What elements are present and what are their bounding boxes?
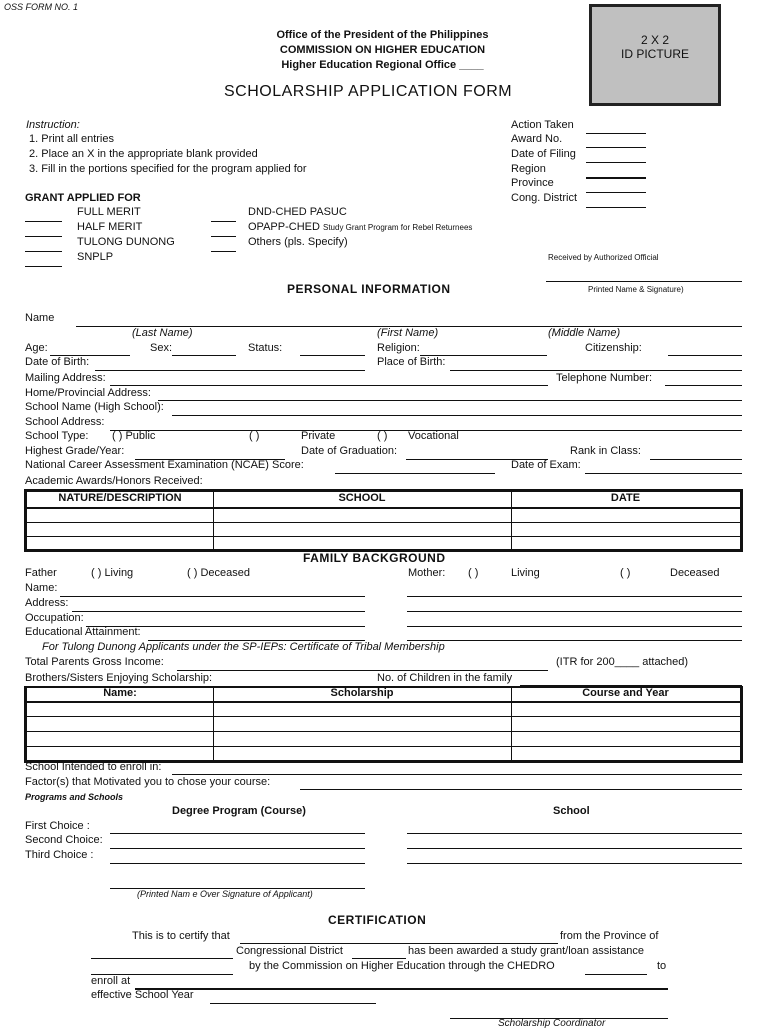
table-row-rule (27, 746, 740, 747)
father-name-field[interactable] (60, 596, 365, 597)
date-of-filing-label: Date of Filing (511, 148, 576, 160)
school-intended-field[interactable] (172, 774, 742, 775)
cert-text-province: from the Province of (560, 930, 659, 942)
instruction-item: 3. Fill in the portions specified for the program applied for (29, 163, 307, 175)
cert-chedro-field[interactable] (585, 974, 647, 975)
received-by-label: Received by Authorized Official (548, 253, 659, 262)
grant-checkbox-full-merit[interactable] (25, 221, 62, 222)
printed-name-signature-label: Printed Name & Signature) (588, 285, 684, 294)
cert-district-field[interactable] (352, 958, 406, 959)
form-number: OSS FORM NO. 1 (4, 2, 79, 12)
grant-opapp-label: OPAPP-CHED (248, 221, 320, 233)
third-choice-label: Third Choice : (25, 849, 94, 861)
applicant-signature-caption: (Printed Nam e Over Signature of Applicant) (137, 889, 313, 899)
degree-program-column: Degree Program (Course) (172, 805, 306, 817)
mother-occupation-field[interactable] (407, 626, 742, 627)
parent-education-label: Educational Attainment: (25, 626, 141, 638)
date-of-graduation-label: Date of Graduation: (301, 445, 398, 457)
instruction-item: 1. Print all entries (29, 133, 114, 145)
grant-tulong-dunong: TULONG DUNONG (77, 236, 175, 248)
date-of-exam-field[interactable] (585, 473, 742, 474)
place-of-birth-field[interactable] (450, 370, 742, 371)
middle-name-caption: (Middle Name) (548, 327, 621, 339)
home-address-field[interactable] (158, 400, 742, 401)
school-type-label: School Type: (25, 430, 89, 442)
awards-table (24, 489, 743, 552)
table-row-rule (27, 536, 740, 537)
cert-text-enroll: enroll at (91, 975, 131, 987)
citizenship-field[interactable] (668, 355, 742, 356)
cert-text-awarded: has been awarded a study grant/loan assistance (408, 945, 645, 957)
tulong-dunong-note: For Tulong Dunong Applicants under the SP-IEPs: Certificate of Tribal Membership (42, 641, 445, 653)
mother-label: Mother: (408, 567, 446, 579)
mother-living-option: Living (511, 567, 540, 579)
siblings-col-scholarship: Scholarship (330, 687, 394, 699)
mailing-address-label: Mailing Address: (25, 372, 106, 384)
office-president-heading: Office of the President of the Philippines (276, 29, 489, 41)
status-field[interactable] (300, 355, 365, 356)
grant-checkbox-opapp-ched[interactable] (211, 236, 236, 237)
province-field[interactable] (586, 192, 646, 193)
telephone-field[interactable] (665, 385, 742, 386)
first-choice-course-field[interactable] (110, 833, 365, 834)
cert-text-commission: by the Commission on Higher Education through the CHEDRO (249, 960, 555, 972)
grant-heading: GRANT APPLIED FOR (25, 192, 141, 204)
instruction-item: 2. Place an X in the appropriate blank provided (29, 148, 258, 160)
school-type-public[interactable]: ( ) Public (112, 430, 156, 442)
father-address-field[interactable] (72, 611, 365, 612)
school-address-label: School Address: (25, 416, 105, 428)
status-label: Status: (248, 342, 283, 354)
siblings-table (24, 686, 743, 763)
rank-in-class-field[interactable] (650, 459, 742, 460)
school-type-vocational: Vocational (408, 430, 459, 442)
cert-name-field[interactable] (240, 943, 558, 944)
form-title: SCHOLARSHIP APPLICATION FORM (224, 83, 513, 100)
awards-col-date: DATE (610, 492, 641, 504)
sex-label: Sex: (150, 342, 173, 354)
school-column: School (553, 805, 590, 817)
mother-living-box[interactable]: ( ) (468, 567, 479, 579)
ncae-score-label: National Career Assessment Examination (NCAE) Score: (25, 459, 304, 471)
grant-opapp-ched (248, 222, 472, 233)
grant-checkbox-tulong-dunong[interactable] (25, 251, 62, 252)
date-of-birth-field[interactable] (95, 370, 365, 371)
first-choice-school-field[interactable] (407, 833, 742, 834)
grant-checkbox-others[interactable] (211, 251, 236, 252)
mother-name-field[interactable] (407, 596, 742, 597)
authorized-official-signature-line[interactable] (546, 281, 742, 282)
siblings-col-course-year: Course and Year (582, 687, 669, 699)
second-choice-course-field[interactable] (110, 848, 365, 849)
mother-deceased-box[interactable]: ( ) (620, 567, 631, 579)
awards-col-nature: NATURE/DESCRIPTION (58, 492, 182, 504)
motivation-factors-field[interactable] (300, 789, 742, 790)
grant-full-merit: FULL MERIT (77, 206, 141, 218)
ncae-score-field[interactable] (335, 473, 495, 474)
parent-occupation-label: Occupation: (25, 612, 84, 624)
grant-checkbox-snplp[interactable] (25, 266, 62, 267)
coordinator-caption: Scholarship Coordinator (498, 1018, 606, 1029)
school-type-private: Private (301, 430, 336, 442)
name-label: Name (25, 312, 55, 324)
id-picture-box (589, 4, 721, 106)
awards-label: Academic Awards/Honors Received: (25, 475, 203, 487)
father-label: Father (25, 567, 57, 579)
parents-income-label: Total Parents Gross Income: (25, 656, 164, 668)
cert-school-year-field[interactable] (210, 1003, 376, 1004)
cert-text-district: Congressional District (236, 945, 343, 957)
itr-note: (ITR for 200____ attached) (556, 656, 689, 668)
telephone-label: Telephone Number: (556, 372, 653, 384)
awards-col-school: SCHOOL (338, 492, 386, 504)
grant-dnd-ched-pasuc: DND-CHED PASUC (248, 206, 347, 218)
mother-deceased-option: Deceased (670, 567, 720, 579)
award-no-field[interactable] (586, 147, 646, 148)
children-count-label: No. of Children in the family (377, 672, 513, 684)
mother-address-field[interactable] (407, 611, 742, 612)
award-no-label: Award No. (511, 133, 563, 145)
cert-school-field[interactable] (135, 988, 668, 990)
table-row-rule (27, 522, 740, 523)
grant-opapp-subtitle: Study Grant Program for Rebel Returnees (322, 223, 473, 232)
grant-checkbox-half-merit[interactable] (25, 236, 62, 237)
family-background-heading: FAMILY BACKGROUND (303, 551, 446, 565)
action-taken-field[interactable] (586, 133, 646, 134)
grant-half-merit: HALF MERIT (77, 221, 143, 233)
age-label: Age: (25, 342, 48, 354)
awards-table-header-rule (27, 507, 740, 509)
certification-heading: CERTIFICATION (328, 913, 427, 927)
mother-education-field[interactable] (407, 640, 742, 641)
date-of-birth-label: Date of Birth: (25, 356, 90, 368)
school-type-private-box[interactable]: ( ) (249, 430, 260, 442)
father-living-option[interactable]: ( ) Living (91, 567, 134, 579)
regional-office-heading: Higher Education Regional Office ____ (281, 59, 484, 71)
last-name-caption: (Last Name) (132, 327, 193, 339)
parent-name-label: Name: (25, 582, 58, 594)
third-choice-course-field[interactable] (110, 863, 365, 864)
first-name-caption: (First Name) (377, 327, 439, 339)
date-of-exam-label: Date of Exam: (511, 459, 581, 471)
parents-income-field[interactable] (177, 670, 548, 671)
third-choice-school-field[interactable] (407, 863, 742, 864)
school-name-field[interactable] (172, 415, 742, 416)
cert-text-school-year: effective School Year (91, 989, 194, 1001)
photo-size-label: 2 X 2 (640, 33, 670, 47)
cong-district-label: Cong. District (511, 192, 578, 204)
siblings-table-header-rule (27, 701, 740, 703)
school-name-label: School Name (High School): (25, 401, 164, 413)
cert-text-certify: This is to certify that (132, 930, 230, 942)
cong-district-field[interactable] (586, 207, 646, 208)
motivation-factors-label: Factor(s) that Motivated you to chose your course: (25, 776, 271, 788)
religion-label: Religion: (377, 342, 420, 354)
school-intended-label: School Intended to enroll in: (25, 761, 162, 773)
table-row-rule (27, 731, 740, 732)
cert-text-to: to (657, 960, 667, 972)
ched-heading: COMMISSION ON HIGHER EDUCATION (279, 44, 486, 56)
grant-checkbox-dnd-ched[interactable] (211, 221, 236, 222)
cert-province-field[interactable] (91, 958, 233, 959)
action-taken-label: Action Taken (511, 119, 574, 131)
table-row-rule (27, 716, 740, 717)
citizenship-label: Citizenship: (585, 342, 642, 354)
parent-address-label: Address: (25, 597, 69, 609)
province-label: Province (511, 177, 554, 189)
grant-snplp: SNPLP (77, 251, 114, 263)
photo-caption: ID PICTURE (620, 47, 689, 61)
siblings-label: Brothers/Sisters Enjoying Scholarship: (25, 672, 213, 684)
highest-grade-label: Highest Grade/Year: (25, 445, 125, 457)
instruction-heading: Instruction: (26, 119, 80, 131)
region-field[interactable] (586, 177, 646, 179)
rank-in-class-label: Rank in Class: (570, 445, 641, 457)
personal-info-heading: PERSONAL INFORMATION (287, 282, 451, 296)
programs-heading: Programs and Schools (25, 792, 124, 802)
sex-field[interactable] (172, 355, 236, 356)
first-choice-label: First Choice : (25, 820, 90, 832)
region-label: Region (511, 163, 546, 175)
place-of-birth-label: Place of Birth: (377, 356, 446, 368)
home-address-label: Home/Provincial Address: (25, 387, 151, 399)
mailing-address-field[interactable] (110, 385, 548, 386)
date-of-filing-field[interactable] (586, 162, 646, 163)
school-type-vocational-box[interactable]: ( ) (377, 430, 388, 442)
grant-others: Others (pls. Specify) (248, 236, 348, 248)
second-choice-label: Second Choice: (25, 834, 103, 846)
siblings-col-name: Name: (103, 687, 137, 699)
father-deceased-option[interactable]: ( ) Deceased (187, 567, 250, 579)
second-choice-school-field[interactable] (407, 848, 742, 849)
